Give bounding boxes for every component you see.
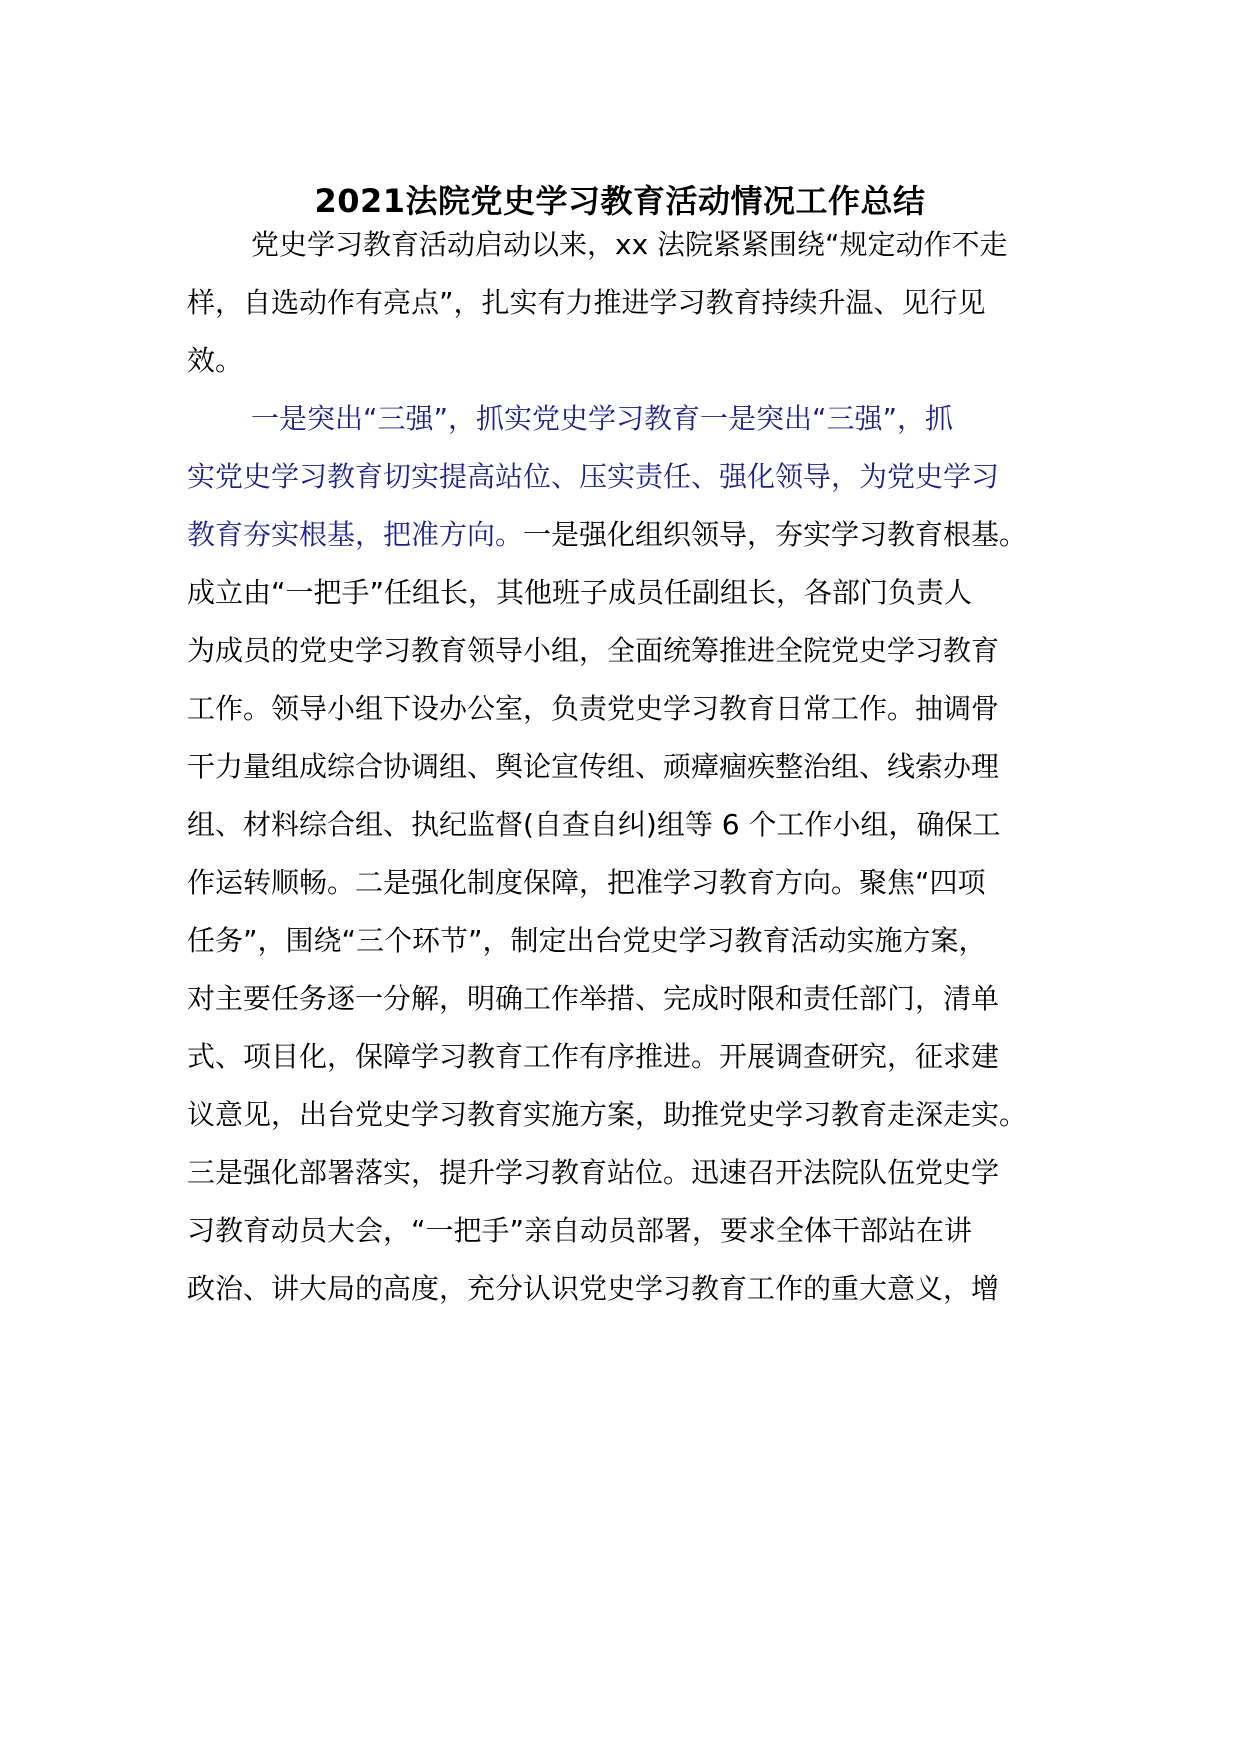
text-run: 党史学习教育活动启动以来，xx 法院紧紧围绕“规定动作不走 (251, 228, 1008, 261)
paragraph-2-line-3 (187, 512, 1027, 558)
paragraph-2-line-8 (187, 802, 1000, 848)
paragraph-2-line-7 (187, 744, 999, 790)
text-run: 一是强化组织领导，夯实学习教育根基。 (523, 518, 1028, 551)
text-run: 效。 (187, 344, 244, 377)
text-run: 干力量组成综合协调组、舆论宣传组、顽瘴痼疾整治组、线索办理 (187, 750, 1000, 783)
paragraph-1-line-2 (187, 280, 986, 326)
section-heading-text: 实党史学习教育切实提高站位、压实责任、强化领导，为党史学习 (187, 460, 1000, 493)
text-run: 议意见，出台党史学习教育实施方案，助推党史学习教育走深走实。 (187, 1098, 1028, 1131)
section-heading-text: 教育夯实根基，把准方向。 (187, 518, 524, 551)
text-run: 习教育动员大会，“一把手”亲自动员部署，要求全体干部站在讲 (187, 1214, 973, 1247)
text-run: 成立由“一把手”任组长，其他班子成员任副组长，各部门负责人 (187, 576, 973, 609)
paragraph-2-line-13 (187, 1092, 1027, 1138)
paragraph-2-line-4 (187, 570, 972, 616)
paragraph-2-line-5 (187, 628, 999, 674)
paragraph-2-line-15 (187, 1208, 972, 1254)
paragraph-2-line-12 (187, 1034, 999, 1080)
text-run: 式、项目化，保障学习教育工作有序推进。开展调查研究，征求建 (187, 1040, 1000, 1073)
paragraph-1-line-3 (187, 338, 243, 384)
text-run: 任务”，围绕“三个环节”，制定出台党史学习教育活动实施方案， (187, 924, 987, 957)
paragraph-2-line-11 (187, 976, 999, 1022)
text-run: 对主要任务逐一分解，明确工作举措、完成时限和责任部门，清单 (187, 982, 1000, 1015)
paragraph-1-line-1 (251, 222, 1008, 268)
text-run: 组、材料综合组、执纪监督(自查自纠)组等 6 个工作小组，确保工 (187, 808, 1001, 841)
paragraph-2-line-1 (251, 396, 953, 442)
text-run: 工作。领导小组下设办公室，负责党史学习教育日常工作。抽调骨 (187, 692, 1000, 725)
paragraph-2-line-16 (187, 1266, 999, 1312)
paragraph-2-line-10 (187, 918, 987, 964)
document-title: 2021法院党史学习教育活动情况工作总结 (314, 182, 926, 220)
paragraph-2-line-2 (187, 454, 999, 500)
paragraph-2-line-9 (187, 860, 986, 906)
text-run: 政治、讲大局的高度，充分认识党史学习教育工作的重大意义，增 (187, 1272, 1000, 1305)
text-run: 为成员的党史学习教育领导小组，全面统筹推进全院党史学习教育 (187, 634, 1000, 667)
paragraph-2-line-14 (187, 1150, 999, 1196)
section-heading-text: 一是突出“三强”，抓实党史学习教育一是突出“三强”，抓 (251, 402, 954, 435)
text-run: 作运转顺畅。二是强化制度保障，把准学习教育方向。聚焦“四项 (187, 866, 986, 899)
text-run: 三是强化部署落实，提升学习教育站位。迅速召开法院队伍党史学 (187, 1156, 1000, 1189)
text-run: 样，自选动作有亮点”，扎实有力推进学习教育持续升温、见行见 (187, 286, 986, 319)
paragraph-2-line-6 (187, 686, 999, 732)
